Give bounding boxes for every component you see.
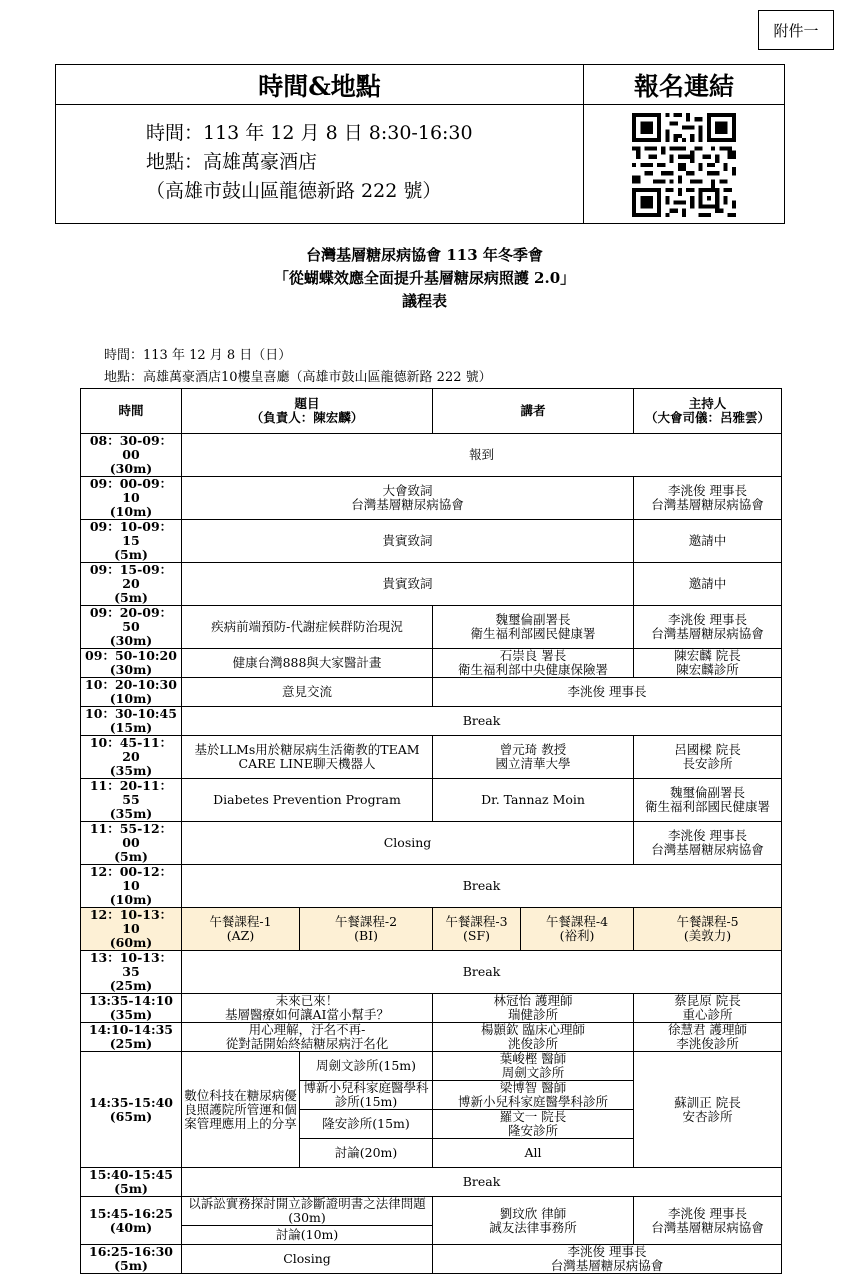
host-cell: 陳宏麟 院長 陳宏麟診所 bbox=[634, 649, 782, 678]
lunch-course-cell: 午餐課程-5 (美敦力) bbox=[634, 908, 782, 951]
speaker-cell: 梁博智 醫師 博新小兒科家庭醫學科診所 bbox=[433, 1081, 634, 1110]
table-row bbox=[81, 994, 782, 1023]
speaker-host-cell: 李洮俊 理事長 台灣基層糖尿病協會 bbox=[433, 1245, 782, 1274]
time-cell: 10：30-10:45 (15m) bbox=[81, 707, 182, 736]
time-cell: 09：10-09：15 (5m) bbox=[81, 520, 182, 563]
table-row bbox=[81, 606, 782, 649]
speaker-cell: 魏璽倫副署長 衛生福利部國民健康署 bbox=[433, 606, 634, 649]
time-location-panel bbox=[56, 65, 584, 223]
topic-cell: 用心理解，汙名不再- 從對話開始終結糖尿病汙名化 bbox=[182, 1023, 433, 1052]
time-cell: 13：10-13：35 (25m) bbox=[81, 951, 182, 994]
info-location: 地點：高雄萬豪酒店 bbox=[146, 151, 318, 173]
table-row bbox=[81, 1245, 782, 1274]
lunch-course-cell: 午餐課程-3 (SF) bbox=[433, 908, 521, 951]
host-cell: 邀請中 bbox=[634, 520, 782, 563]
time-cell: 11：20-11：55 (35m) bbox=[81, 779, 182, 822]
header-topic: 題目 （負責人：陳宏麟） bbox=[182, 389, 433, 434]
speaker-cell: Dr. Tannaz Moin bbox=[433, 779, 634, 822]
speaker-cell: 劉玟欣 律師 誠友法律事務所 bbox=[433, 1197, 634, 1245]
session-clinic-cell: 周劍文診所(15m) bbox=[300, 1052, 433, 1081]
host-cell: 邀請中 bbox=[634, 563, 782, 606]
table-row bbox=[81, 951, 782, 994]
session-cell: Break bbox=[182, 865, 782, 908]
table-row bbox=[81, 1168, 782, 1197]
session-cell: 報到 bbox=[182, 434, 782, 477]
topic-speaker-cell: 大會致詞 台灣基層糖尿病協會 bbox=[182, 477, 634, 520]
time-cell: 12：00-12：10 (10m) bbox=[81, 865, 182, 908]
agenda-meta bbox=[104, 345, 492, 389]
time-cell: 15:40-15:45 (5m) bbox=[81, 1168, 182, 1197]
header-speaker: 講者 bbox=[433, 389, 634, 434]
table-row bbox=[81, 865, 782, 908]
time-cell: 08：30-09：00 (30m) bbox=[81, 434, 182, 477]
time-location-info bbox=[56, 105, 583, 206]
table-row bbox=[81, 1023, 782, 1052]
header-time: 時間 bbox=[81, 389, 182, 434]
topic-speaker-cell: 貴賓致詞 bbox=[182, 520, 634, 563]
session-cell: Break bbox=[182, 1168, 782, 1197]
discussion-cell: 討論(10m) bbox=[182, 1226, 433, 1245]
lunch-course-cell: 午餐課程-1 (AZ) bbox=[182, 908, 300, 951]
speaker-cell: 曾元琦 教授 國立清華大學 bbox=[433, 736, 634, 779]
event-theme: 「從蝴蝶效應全面提升基層糖尿病照護 2.0」 bbox=[273, 269, 576, 287]
time-cell: 09：15-09：20 (5m) bbox=[81, 563, 182, 606]
table-row bbox=[81, 779, 782, 822]
header-host: 主持人 （大會司儀：呂雅雲） bbox=[634, 389, 782, 434]
host-cell: 李洮俊 理事長 台灣基層糖尿病協會 bbox=[634, 477, 782, 520]
time-cell: 09：50-10:20 (30m) bbox=[81, 649, 182, 678]
speaker-cell: All bbox=[433, 1139, 634, 1168]
session-subrow bbox=[81, 1052, 782, 1081]
lunch-course-cell: 午餐課程-4 (裕利) bbox=[521, 908, 634, 951]
table-row bbox=[81, 736, 782, 779]
session-topic-cell: 數位科技在糖尿病優良照護院所管運和個案管理應用上的分享 bbox=[182, 1052, 300, 1168]
table-row bbox=[81, 649, 782, 678]
registration-qr-code[interactable] bbox=[632, 113, 736, 217]
session-clinic-cell: 討論(20m) bbox=[300, 1139, 433, 1168]
speaker-cell: 林冠怡 護理師 瑞健診所 bbox=[433, 994, 634, 1023]
topic-cell: Closing bbox=[182, 1245, 433, 1274]
topic-cell: 意見交流 bbox=[182, 678, 433, 707]
meta-time: 時間：113 年 12 月 8 日（日） bbox=[104, 348, 292, 363]
table-row bbox=[81, 434, 782, 477]
host-cell: 呂國樑 院長 長安診所 bbox=[634, 736, 782, 779]
registration-header: 報名連結 bbox=[584, 65, 784, 105]
speaker-host-cell: 李洮俊 理事長 bbox=[433, 678, 782, 707]
topic-cell: 以訴訟實務探討開立診斷證明書之法律問題(30m) bbox=[182, 1197, 433, 1226]
topic-cell: 基於LLMs用於糖尿病生活衛教的TEAM CARE LINE聊天機器人 bbox=[182, 736, 433, 779]
session-cell: Break bbox=[182, 707, 782, 736]
agenda-table bbox=[80, 388, 782, 1274]
session-cell: Break bbox=[182, 951, 782, 994]
time-cell: 09：20-09：50 (30m) bbox=[81, 606, 182, 649]
speaker-cell: 楊顥欽 臨床心理師 洮俊診所 bbox=[433, 1023, 634, 1052]
time-cell: 09：00-09：10 (10m) bbox=[81, 477, 182, 520]
table-row bbox=[81, 477, 782, 520]
topic-cell: 疾病前端預防-代謝症候群防治現況 bbox=[182, 606, 433, 649]
info-address: （高雄市鼓山區龍德新路 222 號） bbox=[146, 180, 442, 202]
time-cell: 16:25-16:30 (5m) bbox=[81, 1245, 182, 1274]
topic-cell: Diabetes Prevention Program bbox=[182, 779, 433, 822]
host-cell: 魏璽倫副署長 衛生福利部國民健康署 bbox=[634, 779, 782, 822]
meta-location: 地點：高雄萬豪酒店10樓皇喜廳（高雄市鼓山區龍德新路 222 號） bbox=[104, 370, 492, 385]
time-cell: 10：45-11：20 (35m) bbox=[81, 736, 182, 779]
table-row bbox=[81, 678, 782, 707]
topic-speaker-cell: 貴賓致詞 bbox=[182, 563, 634, 606]
table-row bbox=[81, 707, 782, 736]
speaker-cell: 羅文一 院長 隆安診所 bbox=[433, 1110, 634, 1139]
event-title: 台灣基層糖尿病協會 113 年冬季會 bbox=[306, 246, 543, 264]
table-row bbox=[81, 563, 782, 606]
info-time: 時間：113 年 12 月 8 日 8:30-16:30 bbox=[146, 122, 473, 144]
table-row bbox=[81, 520, 782, 563]
table-row bbox=[81, 822, 782, 865]
speaker-cell: 葉峻樫 醫師 周劍文診所 bbox=[433, 1052, 634, 1081]
topic-speaker-cell: Closing bbox=[182, 822, 634, 865]
topic-cell: 未來已來！ 基層醫療如何讓AI當小幫手？ bbox=[182, 994, 433, 1023]
table-header-row bbox=[81, 389, 782, 434]
session-clinic-cell: 隆安診所(15m) bbox=[300, 1110, 433, 1139]
host-cell: 徐慧君 護理師 李洮俊診所 bbox=[634, 1023, 782, 1052]
time-cell: 13:35-14:10 (35m) bbox=[81, 994, 182, 1023]
agenda-heading: 議程表 bbox=[401, 292, 447, 310]
time-cell: 11：55-12：00 (5m) bbox=[81, 822, 182, 865]
time-cell: 14:35-15:40 (65m) bbox=[81, 1052, 182, 1168]
table-row bbox=[81, 1197, 782, 1226]
host-cell: 蘇訓正 院長 安杏診所 bbox=[634, 1052, 782, 1168]
host-cell: 蔡昆原 院長 重心診所 bbox=[634, 994, 782, 1023]
host-cell: 李洮俊 理事長 台灣基層糖尿病協會 bbox=[634, 606, 782, 649]
time-cell: 10：20-10:30 (10m) bbox=[81, 678, 182, 707]
time-location-box bbox=[55, 64, 785, 224]
annex-label: 附件一 bbox=[758, 10, 834, 50]
host-cell: 李洮俊 理事長 台灣基層糖尿病協會 bbox=[634, 822, 782, 865]
session-clinic-cell: 博新小兒科家庭醫學科診所(15m) bbox=[300, 1081, 433, 1110]
time-cell: 15:45-16:25 (40m) bbox=[81, 1197, 182, 1245]
topic-cell: 健康台灣888與大家醫計畫 bbox=[182, 649, 433, 678]
registration-panel bbox=[584, 65, 784, 223]
time-location-header: 時間&地點 bbox=[56, 65, 583, 105]
host-cell: 李洮俊 理事長 台灣基層糖尿病協會 bbox=[634, 1197, 782, 1245]
agenda-titles bbox=[0, 244, 849, 313]
speaker-cell: 石崇良 署長 衛生福利部中央健康保險署 bbox=[433, 649, 634, 678]
time-cell: 12：10-13：10 (60m) bbox=[81, 908, 182, 951]
lunch-course-cell: 午餐課程-2 (BI) bbox=[300, 908, 433, 951]
lunch-row bbox=[81, 908, 782, 951]
time-cell: 14:10-14:35 (25m) bbox=[81, 1023, 182, 1052]
